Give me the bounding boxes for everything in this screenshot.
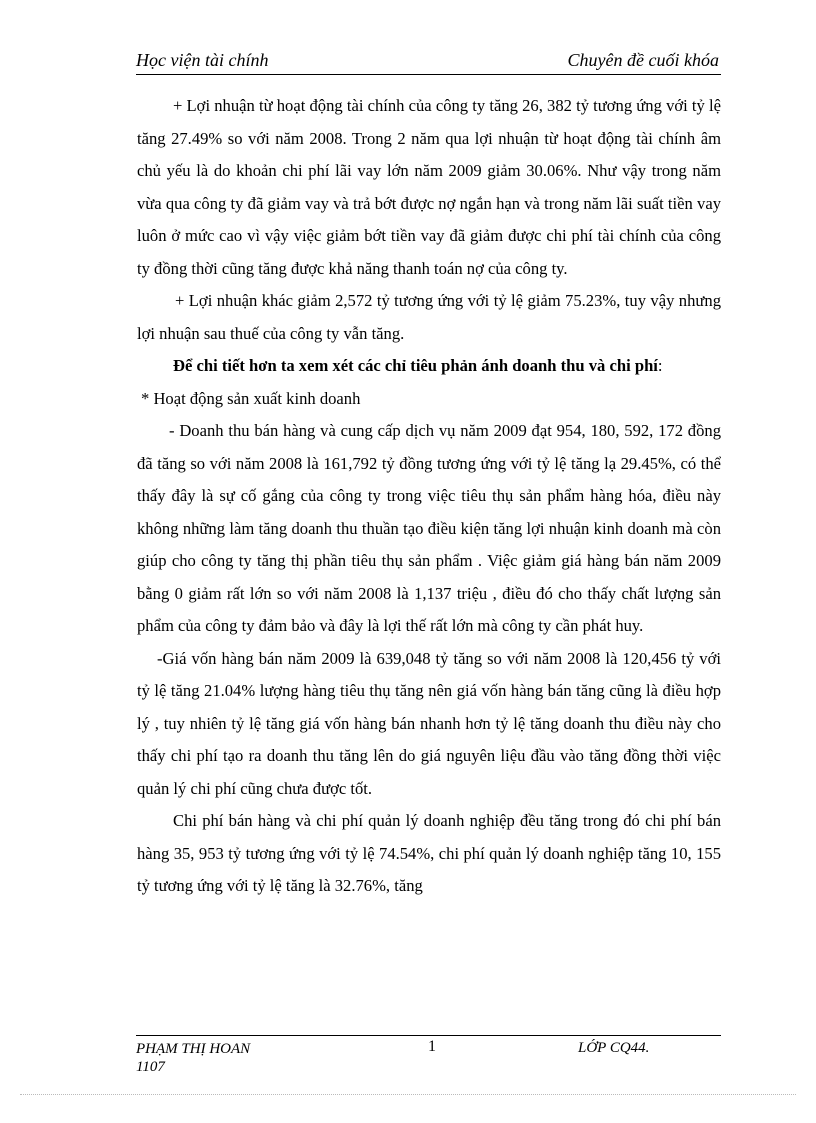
paragraph-business-activity: * Hoạt động sản xuất kinh doanh [141,388,361,408]
paragraph-selling-expenses: Chi phí bán hàng và chi phí quản lý doanh nghiệp đều tăng trong đó chi phí bán hàng 35, 953 tỷ tương ứng với tỷ lệ 74.54%, chi phí quản lý doanh nghiệp tăng 10, 155 tỷ tương ứng với tỷ lệ tăng là 32.76%, tăng [137,811,721,895]
section-heading-colon: : [657,356,663,375]
footer-class: LỚP CQ44. [578,1040,650,1056]
header-title: Chuyên đề cuối khóa [567,50,719,70]
footer-divider [136,1035,721,1036]
header-institution: Học viện tài chính [136,50,269,70]
paragraph-other-profit: + Lợi nhuận khác giảm 2,572 tỷ tương ứng với tỷ lệ giảm 75.23%, tuy vậy nhưng lợi nhuận sau thuế của công ty vẫn tăng. [137,291,721,343]
footer-author-name: PHẠM THỊ HOAN [136,1041,251,1057]
section-heading-text: Để chi tiết hơn ta xem xét các chỉ tiêu phản ánh doanh thu và chi phí [173,356,658,375]
paragraph-financial-profit: + Lợi nhuận từ hoạt động tài chính của công ty tăng 26, 382 tỷ tương ứng với tỷ lệ tăng 27.49% so với năm 2008. Trong 2 năm qua lợi nhuận từ hoạt động tài chính âm chủ yếu là do khoản chi phí lãi vay lớn năm 2009 giảm 30.06%. Như vậy trong năm vừa qua công ty đã giảm vay và trả bớt được nợ ngắn hạn và trong năm lãi suất tiền vay luôn ở mức cao vì vậy việc giảm bớt tiền vay đã giảm được chi phí tài chính của công ty đồng thời cũng tăng được khả năng thanh toán nợ của công ty. [137,96,721,278]
document-body [137,90,721,903]
page-break-line [20,1094,796,1095]
page-header [136,48,721,75]
paragraph-cost-of-goods: -Giá vốn hàng bán năm 2009 là 639,048 tỷ tăng so với năm 2008 là 120,456 tỷ với tỷ lệ tăng 21.04% lượng hàng tiêu thụ tăng nên giá vốn hàng bán tăng cũng là điều hợp lý , tuy nhiên tỷ lệ tăng giá vốn hàng bán nhanh hơn tỷ lệ tăng doanh thu điều này cho thấy chi phí tạo ra doanh thu tăng lên do giá nguyên liệu đầu vào tăng đồng thời việc quản lý chi phí cũng chưa được tốt. [137,648,721,798]
footer-author-id: 1107 [136,1059,165,1075]
paragraph-section-heading [137,350,721,383]
footer-author [136,1040,250,1076]
page-number: 1 [428,1038,436,1055]
paragraph-revenue: - Doanh thu bán hàng và cung cấp dịch vụ năm 2009 đạt 954, 180, 592, 172 đồng đã tăng so với năm 2008 là 161,792 tỷ đồng tương ứng với tỷ lệ tăng lạ 29.45%, có thể thấy đây là sự cố gắng của công ty trong việc tiêu thụ sản phẩm hàng hóa, điều này không những làm tăng doanh thu thuần tạo điều kiện tăng lợi nhuận kinh doanh mà còn giúp cho công ty tăng thị phần tiêu thụ sản phẩm . Việc giảm giá hàng bán năm 2009 bằng 0 giảm rất lớn so với năm 2008 là 1,137 triệu , điều đó cho thấy chất lượng sản phẩm của công ty đảm bảo và đây là lợi thế rất lớn mà công ty cần phát huy. [137,421,721,635]
